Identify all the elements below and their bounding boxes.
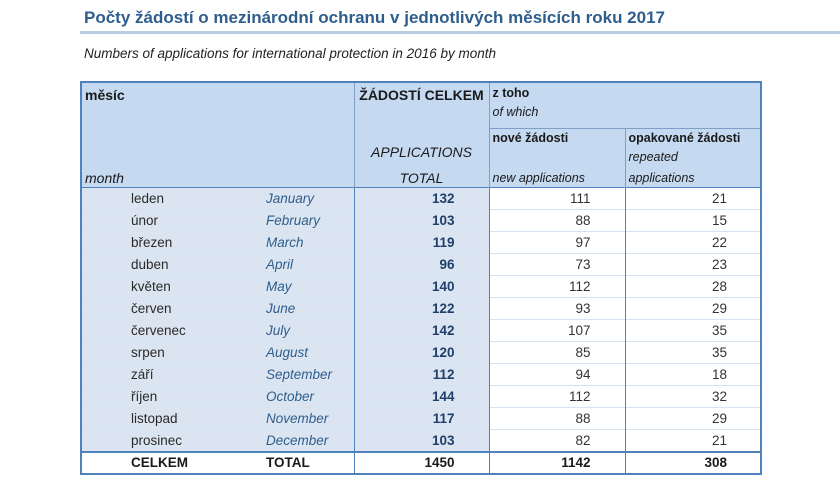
total-cell: 122 xyxy=(354,298,489,320)
month-en-cell: April xyxy=(264,254,354,276)
table-row xyxy=(81,430,761,453)
month-en-cell: June xyxy=(264,298,354,320)
header-month-en: month xyxy=(85,170,124,186)
new-cell: 107 xyxy=(489,320,625,342)
table-row xyxy=(81,232,761,254)
total-cell: 117 xyxy=(354,408,489,430)
month-en-cell: May xyxy=(264,276,354,298)
totals-repeated: 308 xyxy=(625,452,761,474)
month-cz-cell: září xyxy=(81,364,264,386)
header-of-which-cz: z toho xyxy=(492,86,530,100)
totals-label-en: TOTAL xyxy=(264,452,354,474)
table-row xyxy=(81,364,761,386)
month-en-cell: March xyxy=(264,232,354,254)
total-cell: 96 xyxy=(354,254,489,276)
header-new-en: new applications xyxy=(492,171,585,185)
month-en-cell: December xyxy=(264,430,354,453)
table-row xyxy=(81,408,761,430)
header-repeated-cz: opakované žádosti xyxy=(628,131,741,145)
repeated-cell: 21 xyxy=(625,188,761,210)
header-repeated-en-line1: repeated xyxy=(628,150,678,164)
total-cell: 119 xyxy=(354,232,489,254)
applications-table xyxy=(80,81,762,475)
repeated-cell: 29 xyxy=(625,298,761,320)
total-cell: 120 xyxy=(354,342,489,364)
new-cell: 111 xyxy=(489,188,625,210)
table-row xyxy=(81,276,761,298)
new-cell: 94 xyxy=(489,364,625,386)
repeated-cell: 18 xyxy=(625,364,761,386)
month-cz-cell: únor xyxy=(81,210,264,232)
new-cell: 97 xyxy=(489,232,625,254)
month-cz-cell: prosinec xyxy=(81,430,264,453)
month-en-cell: July xyxy=(264,320,354,342)
header-repeated-en-line2: applications xyxy=(628,171,695,185)
repeated-cell: 21 xyxy=(625,430,761,453)
header-total-cell xyxy=(354,82,489,188)
totals-new: 1142 xyxy=(489,452,625,474)
header-new-cell xyxy=(489,129,625,188)
header-of-which-cell xyxy=(489,82,761,129)
new-cell: 88 xyxy=(489,408,625,430)
month-en-cell: October xyxy=(264,386,354,408)
month-cz-cell: červen xyxy=(81,298,264,320)
repeated-cell: 22 xyxy=(625,232,761,254)
header-total-en-line1: APPLICATIONS xyxy=(371,144,472,160)
repeated-cell: 29 xyxy=(625,408,761,430)
totals-label-cz: CELKEM xyxy=(81,452,264,474)
header-new-cz: nové žádosti xyxy=(492,131,569,145)
month-cz-cell: červenec xyxy=(81,320,264,342)
table-row xyxy=(81,210,761,232)
table-row xyxy=(81,342,761,364)
total-cell: 103 xyxy=(354,430,489,453)
table-body xyxy=(81,188,761,453)
header-total-en-line2: TOTAL xyxy=(399,170,444,186)
month-en-cell: February xyxy=(264,210,354,232)
repeated-cell: 28 xyxy=(625,276,761,298)
header-month-cell xyxy=(81,82,354,188)
month-en-cell: August xyxy=(264,342,354,364)
month-cz-cell: duben xyxy=(81,254,264,276)
repeated-cell: 15 xyxy=(625,210,761,232)
month-en-cell: November xyxy=(264,408,354,430)
totals-total: 1450 xyxy=(354,452,489,474)
new-cell: 112 xyxy=(489,386,625,408)
total-cell: 132 xyxy=(354,188,489,210)
repeated-cell: 35 xyxy=(625,342,761,364)
new-cell: 73 xyxy=(489,254,625,276)
table-row xyxy=(81,254,761,276)
title-underline xyxy=(80,31,840,34)
month-cz-cell: listopad xyxy=(81,408,264,430)
month-en-cell: September xyxy=(264,364,354,386)
total-cell: 140 xyxy=(354,276,489,298)
header-repeated-cell xyxy=(625,129,761,188)
header-total-cz: ŽÁDOSTÍ CELKEM xyxy=(359,87,484,103)
month-cz-cell: květen xyxy=(81,276,264,298)
repeated-cell: 35 xyxy=(625,320,761,342)
page-subtitle: Numbers of applications for international protection in 2016 by month xyxy=(84,46,496,61)
new-cell: 88 xyxy=(489,210,625,232)
table-header-row-top xyxy=(81,82,761,129)
total-cell: 103 xyxy=(354,210,489,232)
new-cell: 82 xyxy=(489,430,625,453)
total-cell: 144 xyxy=(354,386,489,408)
total-cell: 142 xyxy=(354,320,489,342)
new-cell: 112 xyxy=(489,276,625,298)
new-cell: 85 xyxy=(489,342,625,364)
repeated-cell: 23 xyxy=(625,254,761,276)
page-title: Počty žádostí o mezinárodní ochranu v jednotlivých měsících roku 2017 xyxy=(84,8,665,27)
month-cz-cell: leden xyxy=(81,188,264,210)
table-row xyxy=(81,386,761,408)
table-row xyxy=(81,320,761,342)
month-cz-cell: srpen xyxy=(81,342,264,364)
month-cz-cell: říjen xyxy=(81,386,264,408)
total-cell: 112 xyxy=(354,364,489,386)
month-cz-cell: březen xyxy=(81,232,264,254)
table-row xyxy=(81,298,761,320)
header-of-which-en: of which xyxy=(492,105,539,119)
totals-row xyxy=(81,452,761,474)
header-month-cz: měsíc xyxy=(85,87,125,103)
new-cell: 93 xyxy=(489,298,625,320)
repeated-cell: 32 xyxy=(625,386,761,408)
table-row xyxy=(81,188,761,210)
month-en-cell: January xyxy=(264,188,354,210)
